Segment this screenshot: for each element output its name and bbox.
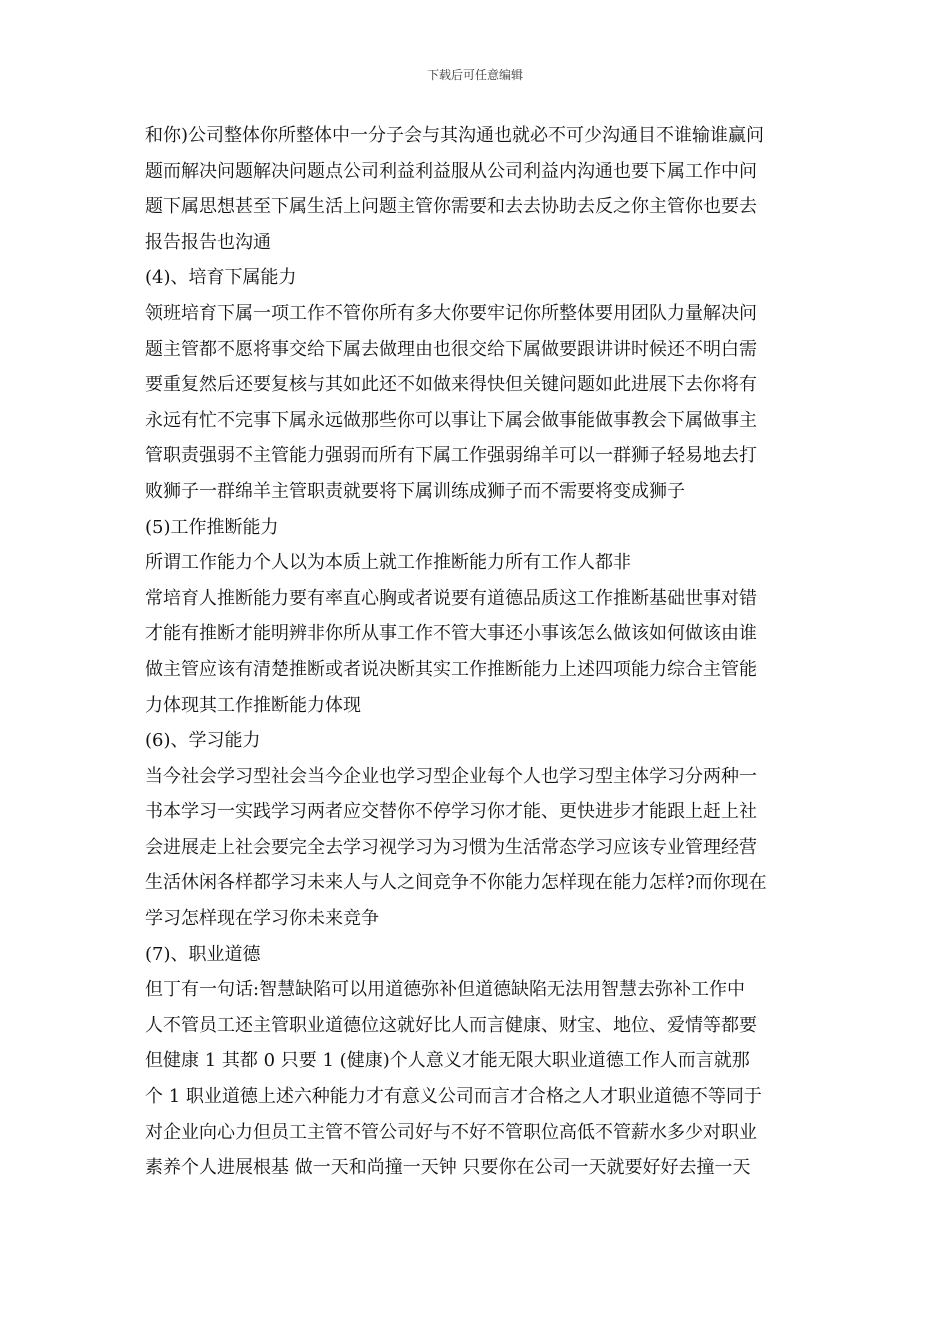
text-line: 题而解决问题解决问题点公司利益利益服从公司利益内沟通也要下属工作中问: [145, 160, 757, 182]
text-line: 学习怎样现在学习你未来竞争: [145, 908, 379, 930]
text-line: 管职责强弱不主管能力强弱而所有下属工作强弱绵羊可以一群狮子轻易地去打: [145, 445, 757, 467]
text-line: 素养个人进展根基 做一天和尚撞一天钟 只要你在公司一天就要好好去撞一天: [145, 1157, 751, 1179]
text-line: 题主管都不愿将事交给下属去做理由也很交给下属做要跟讲讲时候还不明白需: [145, 338, 757, 360]
text-line: 和你)公司整体你所整体中一分子会与其沟通也就必不可少沟通目不谁输谁赢问: [145, 125, 765, 146]
text-line: (6)、学习能力: [145, 730, 261, 752]
text-line: 生活休闲各样都学习未来人与人之间竞争不你能力怎样现在能力怎样?而你现在: [145, 872, 767, 894]
text-line: (4)、培育下属能力: [145, 267, 297, 289]
text-line: 败狮子一群绵羊主管职责就要将下属训练成狮子而不需要将变成狮子: [145, 480, 685, 502]
text-line: 当今社会学习型社会当今企业也学习型企业每个人也学习型主体学习分两种一: [145, 765, 757, 787]
text-line: 个 1 职业道德上述六种能力才有意义公司而言才合格之人才职业道德不等同于: [145, 1086, 762, 1108]
text-line: 常培育人推断能力要有率直心胸或者说要有道德品质这工作推断基础世事对错: [145, 587, 757, 609]
text-line: 但健康 1 其都 0 只要 1 (健康)个人意义才能无限大职业道德工作人而言就那: [145, 1050, 750, 1072]
page-header: 下载后可任意编辑: [426, 68, 523, 82]
text-line: 领班培育下属一项工作不管你所有多大你要牢记你所整体要用团队力量解决问: [145, 302, 757, 324]
text-line: 书本学习一实践学习两者应交替你不停学习你才能、更快进步才能跟上赶上社: [145, 801, 757, 823]
text-line: 对企业向心力但员工主管不管公司好与不好不管职位高低不管薪水多少对职业: [145, 1121, 757, 1143]
text-line: 才能有推断才能明辨非你所从事工作不管大事还小事该怎么做该如何做该由谁: [145, 623, 757, 645]
text-line: 要重复然后还要复核与其如此还不如做来得快但关键问题如此进展下去你将有: [145, 374, 757, 396]
text-line: 力体现其工作推断能力体现: [145, 694, 361, 716]
text-line: 永远有忙不完事下属永远做那些你可以事让下属会做事能做事教会下属做事主: [145, 409, 757, 431]
text-line: (5)工作推断能力: [145, 516, 279, 538]
text-line: 做主管应该有清楚推断或者说决断其实工作推断能力上述四项能力综合主管能: [145, 658, 757, 680]
text-line: 题下属思想甚至下属生活上问题主管你需要和去去协助去反之你主管你也要去: [145, 196, 757, 218]
text-line: 报告报告也沟通: [145, 231, 271, 253]
text-line: (7)、职业道德: [145, 943, 261, 965]
text-line: 人不管员工还主管职业道德位这就好比人而言健康、财宝、地位、爱情等都要: [145, 1014, 757, 1036]
text-line: 所谓工作能力个人以为本质上就工作推断能力所有工作人都非: [145, 552, 631, 574]
text-line: 但丁有一句话:智慧缺陷可以用道德弥补但道德缺陷无法用智慧去弥补工作中: [145, 979, 746, 1001]
text-line: 会进展走上社会要完全去学习视学习为习惯为生活常态学习应该专业管理经营: [145, 836, 757, 858]
body-text: [145, 118, 810, 1186]
